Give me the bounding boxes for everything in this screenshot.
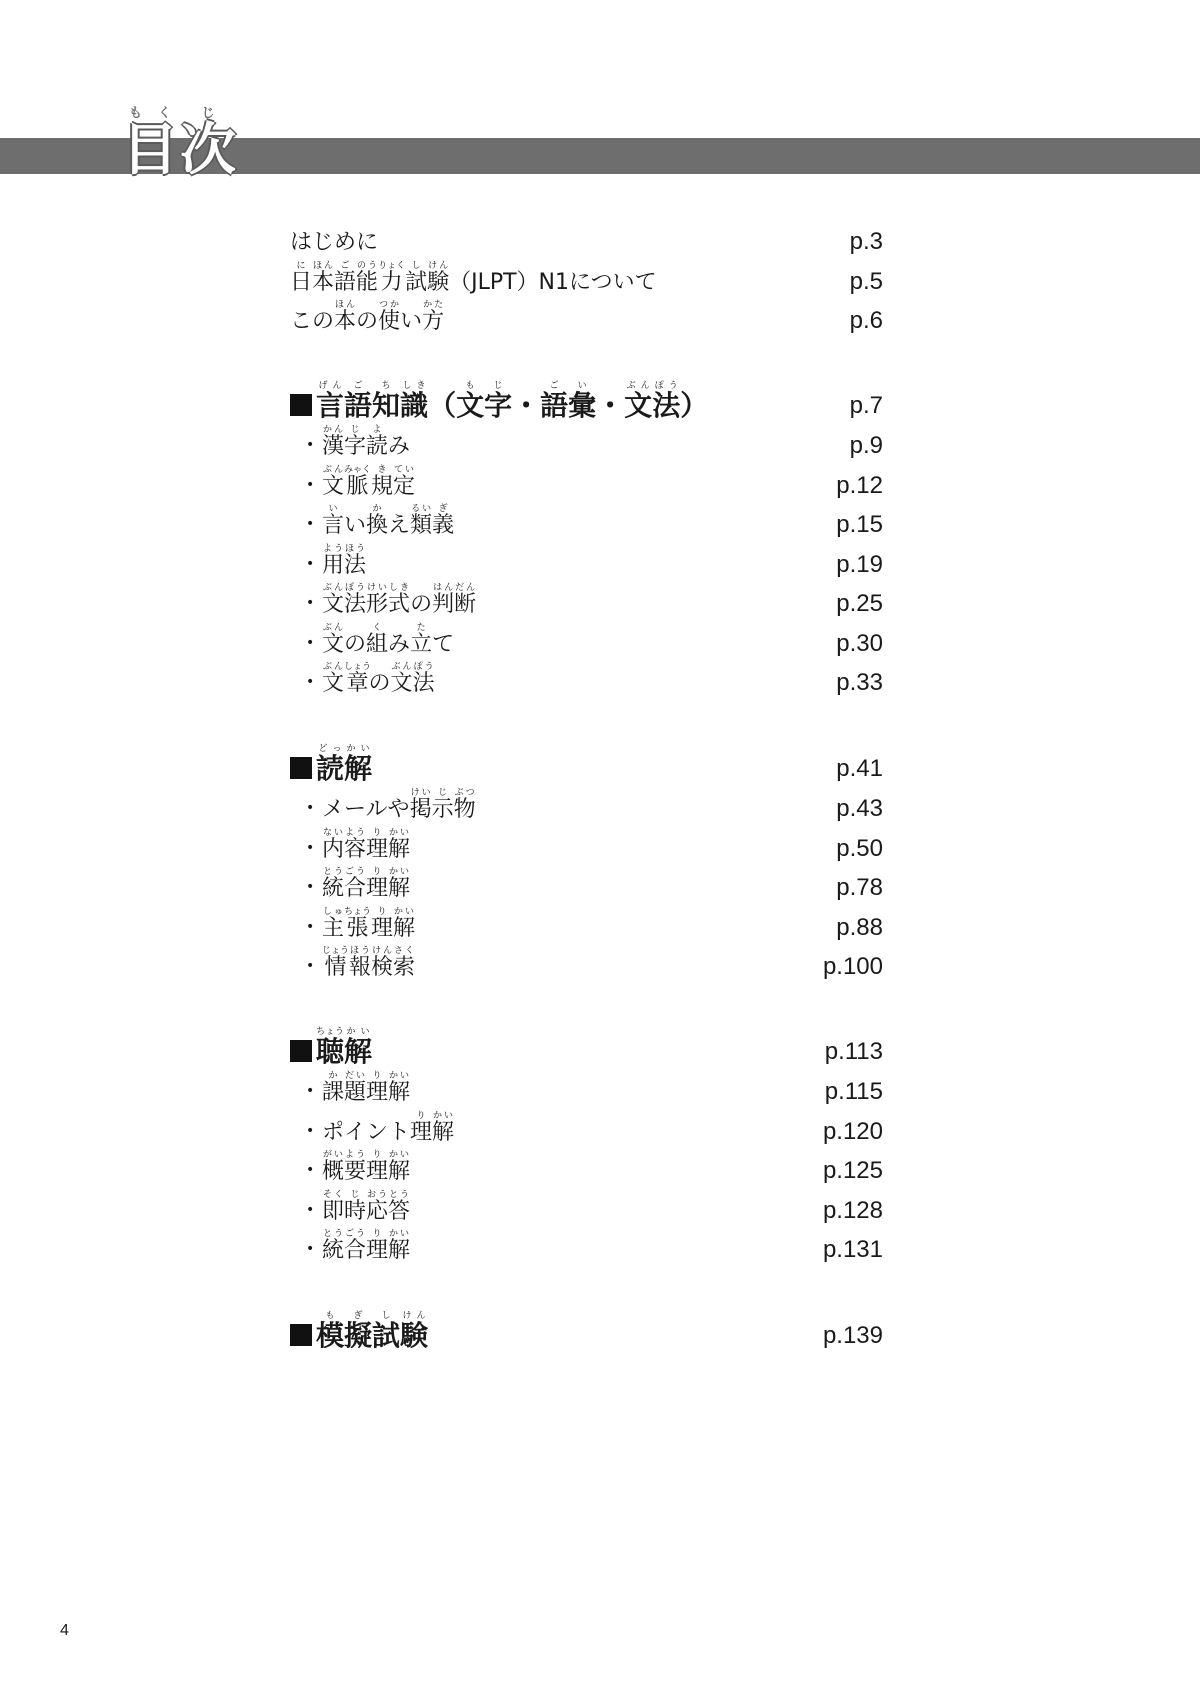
bullet-icon: • [306, 957, 315, 974]
furigana: ほう [349, 945, 372, 956]
furigana: けい [366, 582, 389, 593]
furigana: とう [322, 1228, 345, 1239]
kanji-with-reading: 文ぶん [322, 661, 345, 696]
kanji-with-reading: 試し [372, 1311, 401, 1353]
kanji-with-reading: 示じ [431, 787, 454, 822]
kanji-with-reading: 統とう [322, 1228, 345, 1263]
toc-intro-item-label [290, 261, 657, 296]
kanji-with-reading: 読よ [366, 424, 389, 459]
kanji-with-reading: 識しき [400, 381, 429, 423]
kanji-with-reading: 聴ちょう [316, 1027, 345, 1069]
kanji-with-reading: 形けい [366, 582, 389, 617]
toc-subsection-item[interactable] [290, 829, 883, 869]
toc-section-heading[interactable] [290, 381, 883, 426]
kanji-with-reading: 定てい [393, 464, 416, 499]
kanji-with-reading: 法ぽう [412, 661, 435, 696]
label-text: はじめに [290, 229, 379, 255]
kanji-with-reading: 日に [290, 260, 313, 295]
furigana: かい [432, 1110, 455, 1121]
kanji-with-reading: 答とう [388, 1189, 411, 1224]
toc-subsection-item-label [306, 1189, 411, 1225]
kanji-with-reading: 文ぶん [322, 582, 345, 617]
kanji-with-reading: 用よう [322, 543, 345, 578]
square-bullet-icon [290, 1324, 312, 1346]
furigana: り [366, 1228, 389, 1239]
page-reference: p.113 [824, 1038, 883, 1065]
kanji-with-reading: 応おう [366, 1189, 389, 1224]
furigana: よう [344, 827, 367, 838]
kanji-with-reading: 理り [371, 906, 394, 941]
furigana: ごう [344, 866, 367, 877]
page-reference: p.9 [849, 432, 883, 459]
toc-subsection-item[interactable] [290, 466, 883, 506]
furigana: よう [344, 1149, 367, 1160]
kanji-with-reading: 法ほう [344, 543, 367, 578]
kanji-with-reading: 換か [366, 503, 389, 538]
label-text: ・ [596, 389, 625, 423]
bullet-icon: • [306, 1201, 315, 1218]
kanji-with-reading: 彙い [568, 381, 597, 423]
kanji-with-reading: 索さく [393, 945, 416, 980]
label-text: の [410, 591, 433, 617]
square-bullet-icon [290, 757, 312, 779]
furigana: た [410, 622, 433, 633]
furigana: き [371, 464, 394, 475]
kanji-with-reading: 言げん [316, 381, 345, 423]
page-reference: p.131 [822, 1236, 883, 1263]
label-text: い [400, 308, 423, 334]
kanji-with-reading: 文も [456, 381, 485, 423]
label-text: この [290, 308, 335, 334]
furigana: はん [432, 582, 455, 593]
kanji-with-reading: 式しき [388, 582, 411, 617]
furigana: どっ [316, 744, 345, 755]
toc-intro-item[interactable] [290, 301, 883, 341]
furigana: かい [388, 1149, 411, 1160]
label-text: の [356, 308, 379, 334]
kanji-with-reading: 解かい [344, 744, 373, 786]
kanji-with-reading: 読どっ [316, 744, 345, 786]
furigana: とう [322, 866, 345, 877]
kanji-with-reading: 理り [366, 1228, 389, 1263]
furigana: ほう [344, 543, 367, 554]
page-reference: p.100 [822, 953, 883, 980]
toc-subsection-item[interactable] [290, 624, 883, 664]
furigana: い [568, 381, 597, 392]
label-text: （JLPT）N1について [449, 269, 657, 295]
page-reference: p.15 [836, 511, 883, 538]
furigana: ぽう [412, 661, 435, 672]
toc-subsection-item[interactable] [290, 868, 883, 908]
bullet-icon: • [306, 515, 315, 532]
furigana: だい [344, 1070, 367, 1081]
title-char: 目もく [122, 106, 180, 183]
page-reference: p.7 [849, 392, 883, 419]
furigana: かん [322, 424, 345, 435]
toc-subsection-item[interactable] [290, 1230, 883, 1270]
bullet-icon: • [306, 673, 315, 690]
furigana: じ [344, 1189, 367, 1200]
furigana: ほん [334, 299, 357, 310]
furigana: かい [388, 827, 411, 838]
label-text: の [368, 670, 391, 696]
kanji-with-reading: 断だん [454, 582, 477, 617]
page-reference: p.6 [849, 307, 883, 334]
page-reference: p.139 [822, 1322, 883, 1349]
bullet-icon: • [306, 1240, 315, 1257]
kanji-with-reading: 語ご [344, 381, 373, 423]
toc-intro-item[interactable] [290, 262, 883, 302]
toc-subsection-item-label [306, 503, 455, 539]
kanji-with-reading: 理り [366, 1149, 389, 1184]
furigana: とう [388, 1189, 411, 1200]
furigana: ない [322, 827, 345, 838]
kanji-with-reading: 情じょう [322, 945, 350, 980]
furigana: ほん [312, 260, 335, 271]
furigana: り [366, 1149, 389, 1160]
furigana: し [405, 260, 428, 271]
furigana: けん [371, 945, 394, 956]
furigana: り [410, 1110, 433, 1121]
label-text: て [432, 631, 455, 657]
kanji-with-reading: 使つか [378, 299, 401, 334]
furigana: じょう [322, 945, 350, 956]
label-text: メールや [322, 796, 410, 822]
page-number: 4 [60, 1622, 69, 1639]
bullet-icon: • [306, 799, 315, 816]
kanji-with-reading: 課か [322, 1070, 345, 1105]
bullet-icon: • [306, 839, 315, 856]
furigana: ぶん [322, 661, 345, 672]
page-reference: p.50 [836, 835, 883, 862]
kanji-with-reading: 文ぶん [322, 464, 345, 499]
toc-section-heading-label [290, 381, 708, 423]
furigana: ち [372, 381, 401, 392]
kanji-with-reading: 解かい [388, 1149, 411, 1184]
kanji-with-reading: 時じ [344, 1189, 367, 1224]
furigana: り [366, 827, 389, 838]
toc-subsection-item[interactable] [290, 663, 883, 703]
square-bullet-icon [290, 1040, 312, 1062]
furigana: ご [344, 381, 373, 392]
page-reference: p.3 [849, 228, 883, 255]
label-text: （ [428, 389, 457, 423]
kanji-with-reading: 解かい [388, 1070, 411, 1105]
toc-subsection-item[interactable] [290, 584, 883, 624]
label-text: み [388, 631, 411, 657]
kanji-with-reading: 理り [366, 866, 389, 901]
furigana: かい [388, 1228, 411, 1239]
kanji-with-reading: 掲けい [409, 787, 432, 822]
furigana: ぶん [390, 661, 413, 672]
furigana: じ [431, 787, 454, 798]
furigana: そく [322, 1189, 345, 1200]
toc-subsection-item-label [306, 1149, 411, 1185]
furigana: みゃく [344, 464, 372, 475]
kanji-with-reading: 立た [410, 622, 433, 657]
label-text: の [344, 631, 367, 657]
label-text: え [388, 512, 411, 538]
kanji-with-reading: 統とう [322, 866, 345, 901]
toc-intro-item[interactable] [290, 222, 883, 262]
kanji-with-reading: 合ごう [344, 866, 367, 901]
kanji-with-reading: 言い [322, 503, 345, 538]
kanji-with-reading: 験けん [427, 260, 450, 295]
page-reference: p.115 [824, 1078, 883, 1105]
furigana: ぽう [344, 582, 367, 593]
toc-subsection-item[interactable] [290, 1112, 883, 1152]
furigana: げん [316, 381, 345, 392]
furigana: しゅ [322, 906, 345, 917]
kanji-with-reading: 解かい [432, 1110, 455, 1145]
kanji-with-reading: 内ない [322, 827, 345, 862]
kanji-with-reading: 報ほう [349, 945, 372, 980]
toc-subsection-item-label [306, 945, 416, 981]
title-furigana: じ [180, 106, 238, 121]
furigana: り [366, 866, 389, 877]
furigana: ご [334, 260, 357, 271]
toc-subsection-item-label [306, 1110, 455, 1146]
bullet-icon: • [306, 918, 315, 935]
toc-subsection-item-label [306, 1070, 411, 1106]
furigana: かい [344, 1027, 373, 1038]
kanji-with-reading: 解かい [388, 827, 411, 862]
kanji-with-reading: 解かい [388, 1228, 411, 1263]
furigana: よう [322, 543, 345, 554]
kanji-with-reading: 理り [366, 1070, 389, 1105]
kanji-with-reading: 方かた [422, 299, 445, 334]
toc-section-heading-label [290, 744, 372, 786]
kanji-with-reading: 字じ [484, 381, 513, 423]
toc-subsection-item-label [306, 543, 367, 579]
label-text: い [344, 512, 367, 538]
bullet-icon: • [306, 476, 315, 493]
label-text: ポイント [322, 1119, 411, 1145]
kanji-with-reading: 法ぽう [344, 582, 367, 617]
kanji-with-reading: 規き [371, 464, 394, 499]
toc-section-heading[interactable] [290, 1027, 883, 1072]
furigana: だん [454, 582, 477, 593]
page-reference: p.25 [836, 590, 883, 617]
kanji-with-reading: 解かい [388, 866, 411, 901]
furigana: かた [422, 299, 445, 310]
furigana: ちょう [344, 906, 372, 917]
page-reference: p.12 [836, 472, 883, 499]
bullet-icon: • [306, 634, 315, 651]
kanji-with-reading: 字じ [344, 424, 367, 459]
toc-subsection-item-label [306, 827, 411, 863]
label-text: み [388, 433, 411, 459]
furigana: か [322, 1070, 345, 1081]
label-text: ・ [512, 389, 541, 423]
furigana: かい [388, 866, 411, 877]
page-reference: p.125 [822, 1157, 883, 1184]
furigana: しき [400, 381, 429, 392]
page-reference: p.19 [836, 551, 883, 578]
kanji-with-reading: 力りょく [378, 260, 406, 295]
furigana: のう [356, 260, 379, 271]
furigana: ぎ [344, 1311, 373, 1322]
kanji-with-reading: 法ぽう [652, 381, 681, 423]
kanji-with-reading: 合ごう [344, 1228, 367, 1263]
furigana: ぶん [624, 381, 653, 392]
toc-subsection-item-label [306, 787, 476, 823]
kanji-with-reading: 語ご [540, 381, 569, 423]
kanji-with-reading: 解かい [344, 1027, 373, 1069]
bullet-icon: • [306, 594, 315, 611]
furigana: り [366, 1070, 389, 1081]
page-reference: p.30 [836, 630, 883, 657]
toc-subsection-item-label [306, 1228, 411, 1264]
kanji-with-reading: 章しょう [344, 661, 372, 696]
furigana: も [316, 1311, 345, 1322]
toc-subsection-item[interactable] [290, 505, 883, 545]
page-reference: p.120 [822, 1118, 883, 1145]
kanji-with-reading: 本ほん [312, 260, 335, 295]
furigana: るい [410, 503, 433, 514]
furigana: り [371, 906, 394, 917]
furigana: ご [540, 381, 569, 392]
kanji-with-reading: 理り [366, 827, 389, 862]
page-reference: p.5 [849, 268, 883, 295]
furigana: てい [393, 464, 416, 475]
bullet-icon: • [306, 1122, 315, 1139]
toc-subsection-item[interactable] [290, 545, 883, 585]
toc-subsection-item-label [306, 622, 455, 658]
furigana: ぶん [322, 622, 345, 633]
furigana: も [456, 381, 485, 392]
toc-subsection-item[interactable] [290, 947, 883, 987]
bullet-icon: • [306, 878, 315, 895]
kanji-with-reading: 物ぶつ [453, 787, 476, 822]
kanji-with-reading: 即そく [322, 1189, 345, 1224]
kanji-with-reading: 容よう [344, 827, 367, 862]
furigana: じ [344, 424, 367, 435]
kanji-with-reading: 知ち [372, 381, 401, 423]
furigana: おう [366, 1189, 389, 1200]
kanji-with-reading: 判はん [432, 582, 455, 617]
furigana: かい [393, 906, 416, 917]
toc-subsection-item[interactable] [290, 1072, 883, 1112]
bullet-icon: • [306, 555, 315, 572]
furigana: けい [409, 787, 432, 798]
kanji-with-reading: 擬ぎ [344, 1311, 373, 1353]
kanji-with-reading: 語ご [334, 260, 357, 295]
kanji-with-reading: 試し [405, 260, 428, 295]
kanji-with-reading: 能のう [356, 260, 379, 295]
bullet-icon: • [306, 1161, 315, 1178]
toc-subsection-item[interactable] [290, 426, 883, 466]
furigana: ぶん [322, 464, 345, 475]
kanji-with-reading: 験けん [400, 1311, 429, 1353]
page-reference: p.128 [822, 1197, 883, 1224]
toc-section-heading[interactable] [290, 1311, 883, 1356]
toc-subsection-item-label [306, 582, 477, 618]
kanji-with-reading: 組く [366, 622, 389, 657]
furigana: く [366, 622, 389, 633]
square-bullet-icon [290, 394, 312, 416]
furigana: けん [427, 260, 450, 271]
furigana: ぎ [432, 503, 455, 514]
kanji-with-reading: 主しゅ [322, 906, 345, 941]
furigana: かい [388, 1070, 411, 1081]
toc-subsection-item[interactable] [290, 789, 883, 829]
kanji-with-reading: 脈みゃく [344, 464, 372, 499]
toc-subsection-item-label [306, 661, 435, 697]
furigana: しょう [344, 661, 372, 672]
furigana: ちょう [316, 1027, 344, 1038]
kanji-with-reading: 解かい [393, 906, 416, 941]
kanji-with-reading: 漢かん [322, 424, 345, 459]
furigana: ごう [344, 1228, 367, 1239]
toc-section-heading-label [290, 1311, 428, 1353]
kanji-with-reading: 文ぶん [322, 622, 345, 657]
furigana: つか [378, 299, 401, 310]
toc-intro-item-label [290, 230, 378, 256]
furigana: ぽう [652, 381, 681, 392]
label-text: ） [680, 389, 709, 423]
kanji-with-reading: 義ぎ [432, 503, 455, 538]
toc-subsection-item-label [306, 464, 416, 500]
kanji-with-reading: 理り [410, 1110, 433, 1145]
title-furigana: もく [122, 106, 180, 121]
page-reference: p.88 [836, 914, 883, 941]
toc-section-heading[interactable] [290, 744, 883, 789]
kanji-with-reading: 要よう [344, 1149, 367, 1184]
furigana: りょく [378, 260, 406, 271]
furigana: しき [388, 582, 411, 593]
furigana: し [372, 1311, 401, 1322]
kanji-with-reading: 本ほん [334, 299, 357, 334]
kanji-with-reading: 張ちょう [344, 906, 372, 941]
furigana: がい [322, 1149, 345, 1160]
furigana: に [290, 260, 313, 271]
toc-subsection-item-label [306, 906, 416, 942]
toc-subsection-item-label [306, 424, 411, 460]
furigana: かい [344, 744, 373, 755]
furigana: ぶつ [453, 787, 476, 798]
toc-subsection-item[interactable] [290, 908, 883, 948]
bullet-icon: • [306, 436, 315, 453]
toc-subsection-item[interactable] [290, 1151, 883, 1191]
kanji-with-reading: 概がい [322, 1149, 345, 1184]
page-reference: p.78 [836, 874, 883, 901]
toc-subsection-item-label [306, 866, 411, 902]
furigana: さく [393, 945, 416, 956]
furigana: い [322, 503, 345, 514]
furigana: ぶん [322, 582, 345, 593]
page-reference: p.43 [836, 795, 883, 822]
page-reference: p.33 [836, 669, 883, 696]
furigana: けん [400, 1311, 429, 1322]
title-char: 次じ [180, 106, 238, 183]
toc-section-heading-label [290, 1027, 372, 1069]
kanji-with-reading: 文ぶん [390, 661, 413, 696]
toc-intro-item-label [290, 300, 444, 335]
furigana: じ [484, 381, 513, 392]
toc-subsection-item[interactable] [290, 1191, 883, 1231]
kanji-with-reading: 文ぶん [624, 381, 653, 423]
page-reference: p.41 [836, 755, 883, 782]
furigana: か [366, 503, 389, 514]
kanji-with-reading: 模も [316, 1311, 345, 1353]
bullet-icon: • [306, 1082, 315, 1099]
kanji-with-reading: 検けん [371, 945, 394, 980]
furigana: よ [366, 424, 389, 435]
kanji-with-reading: 題だい [344, 1070, 367, 1105]
kanji-with-reading: 類るい [410, 503, 433, 538]
